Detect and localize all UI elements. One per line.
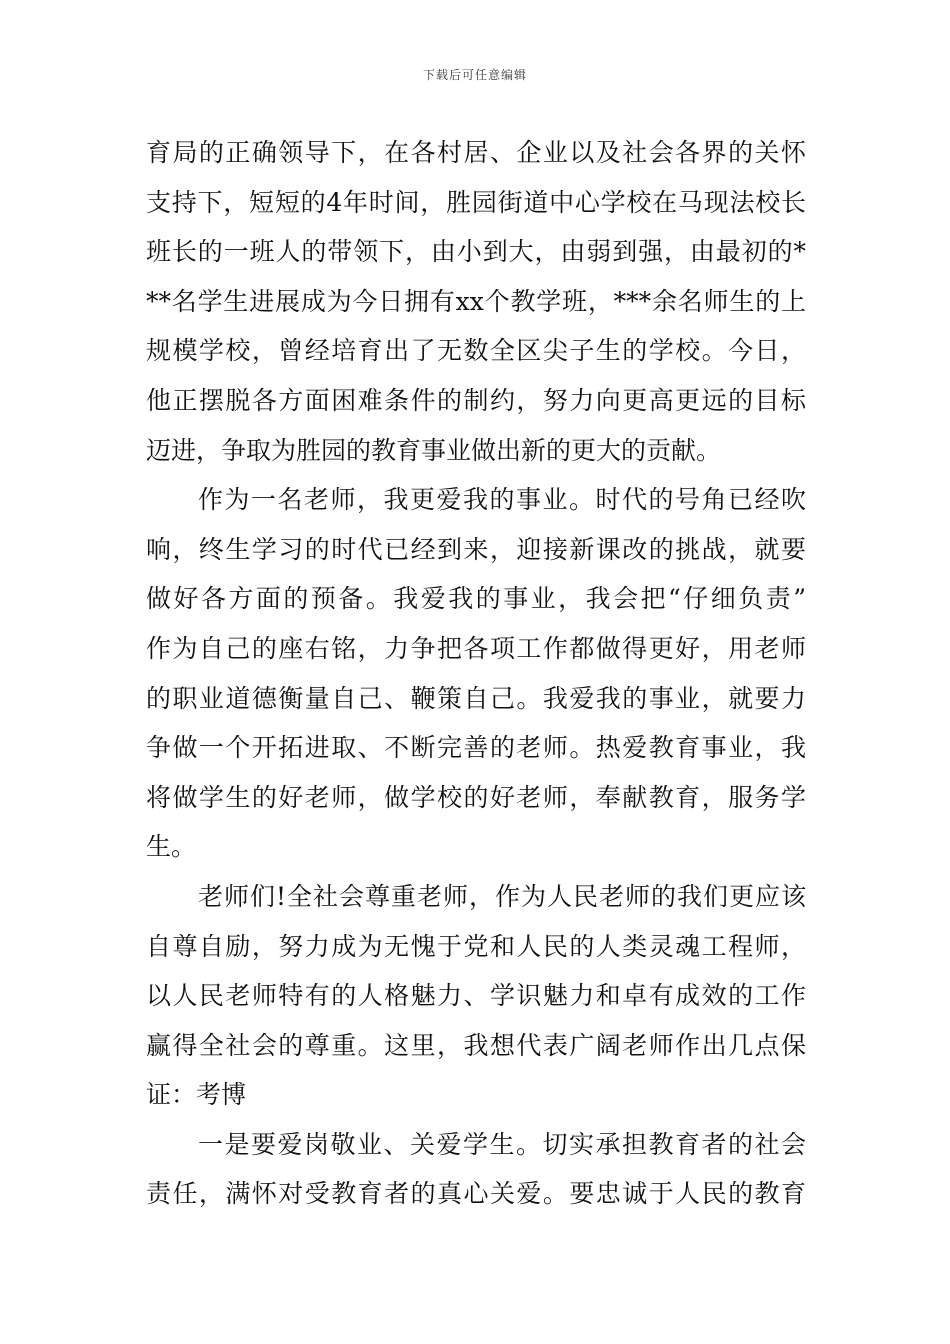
text-line: 争做一个开拓进取、不断完善的老师。热爱教育事业，我 bbox=[146, 733, 806, 763]
text-line: 育局的正确领导下，在各村居、企业以及社会各界的关怀 bbox=[146, 138, 806, 167]
text-line: **名学生进展成为今日拥有xx个教学班，***余名师生的上 bbox=[146, 286, 806, 316]
text-line: 支持下，短短的4年时间，胜园街道中心学校在马现法校长 bbox=[146, 187, 806, 217]
text-line: 作为自己的座右铭，力争把各项工作都做得更好，用老师 bbox=[146, 633, 806, 663]
text-line: 老师们!全社会尊重老师，作为人民老师的我们更应该 bbox=[198, 881, 806, 911]
text-line: 的职业道德衡量自己、鞭策自己。我爱我的事业，就要力 bbox=[146, 683, 806, 713]
text-line: 迈进，争取为胜园的教育事业做出新的更大的贡献。 bbox=[146, 435, 722, 465]
text-line: 一是要爱岗敬业、关爱学生。切实承担教育者的社会 bbox=[198, 1129, 806, 1159]
text-line: 作为一名老师，我更爱我的事业。时代的号角已经吹 bbox=[198, 485, 806, 515]
text-line: 规模学校，曾经培育出了无数全区尖子生的学校。今日， bbox=[146, 336, 806, 366]
text-line: 证：考博 bbox=[146, 1080, 247, 1110]
text-line: 将做学生的好老师，做学校的好老师，奉献教育，服务学 bbox=[146, 782, 806, 812]
text-line: 以人民老师特有的人格魅力、学识魅力和卓有成效的工作 bbox=[146, 981, 806, 1011]
page-header: 下载后可任意编辑 bbox=[422, 68, 527, 82]
text-line: 做好各方面的预备。我爱我的事业，我会把“仔细负责” bbox=[146, 584, 806, 614]
text-line: 班长的一班人的带领下，由小到大，由弱到强，由最初的* bbox=[146, 237, 806, 267]
text-line: 赢得全社会的尊重。这里，我想代表广阔老师作出几点保 bbox=[146, 1030, 806, 1060]
text-line: 责任，满怀对受教育者的真心关爱。要忠诚于人民的教育 bbox=[146, 1179, 806, 1209]
text-line: 他正摆脱各方面困难条件的制约，努力向更高更远的目标 bbox=[146, 385, 806, 415]
text-line: 生。 bbox=[146, 832, 197, 862]
body-text bbox=[146, 128, 806, 1219]
text-line: 响，终生学习的时代已经到来，迎接新课改的挑战，就要 bbox=[146, 534, 806, 564]
text-line: 自尊自励，努力成为无愧于党和人民的人类灵魂工程师， bbox=[146, 931, 806, 961]
